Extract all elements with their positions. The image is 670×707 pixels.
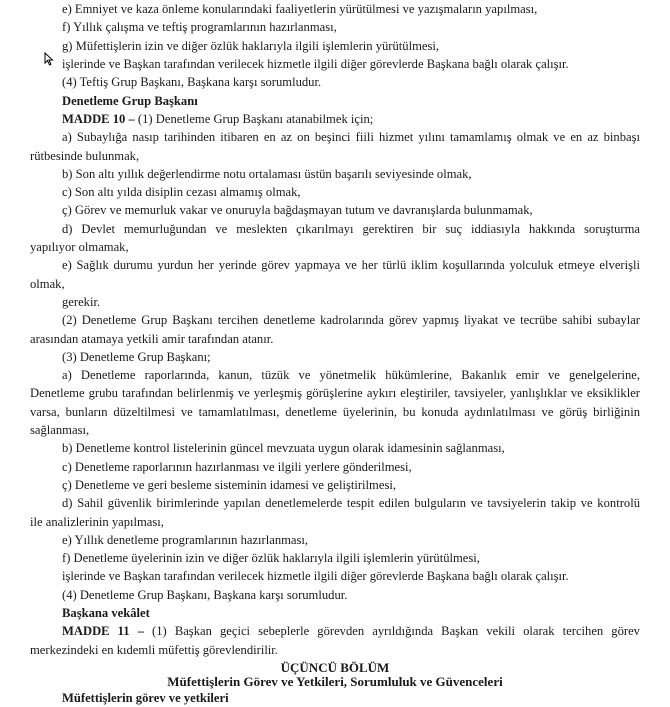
text-line: f) Yıllık çalışma ve teftiş programlarının hazırlanması,	[62, 20, 337, 34]
text-line: rütbesinde bulunmak,	[30, 149, 140, 163]
text-line: işlerinde ve Başkan tarafından verilecek hizmetle ilgili diğer görevlerde Başkana bağlı olarak çalışır.	[62, 569, 569, 583]
article-number: MADDE 11 –	[62, 624, 144, 638]
text-line: c) Son altı yılda disiplin cezası almamış olmak,	[62, 185, 301, 199]
text-line: varsa, bunların düzeltilmesi ve tamamlatılması, denetleme üyelerinin, bu konuda aydınlatılması ve görüş birliğinin	[30, 405, 640, 419]
text-line: d) Sahil güvenlik birimlerinde yapılan denetlemelerde tespit edilen bulguların ve tavsiyelerin takip ve kontrolü	[62, 496, 640, 510]
article-text: (1) Başkan geçici sebeplerle görevden ayrıldığında Başkan vekili olarak tercihen görev	[152, 624, 640, 638]
section-heading: Denetleme Grup Başkanı	[62, 94, 198, 108]
text-line: d) Devlet memurluğundan ve meslekten çıkarılmayı gerektiren bir suç iddiasıyla hakkında soruşturma	[62, 222, 640, 236]
text-line: b) Denetleme kontrol listelerinin güncel mevzuata uygun olarak idamesinin sağlanması,	[62, 441, 505, 455]
article-text: (1) Denetleme Grup Başkanı atanabilmek için;	[137, 112, 374, 126]
section-heading: Müfettişlerin görev ve yetkileri	[62, 691, 229, 705]
text-line: (2) Denetleme Grup Başkanı tercihen denetleme kadrolarında görev yapmış liyakat ve tecrübe sahibi subaylar	[62, 313, 640, 327]
text-line: g) Müfettişlerin izin ve diğer özlük haklarıyla ilgili işlemlerin yürütülmesi,	[62, 39, 440, 53]
text-line: olmak,	[30, 277, 65, 291]
text-line: a) Subaylığa nasıp tarihinden itibaren en az on beşinci fiili hizmet yılını tamamlamış olmak ve en az binbaşı	[62, 130, 640, 144]
chapter-subtitle: Müfettişlerin Görev ve Yetkileri, Sorumluluk ve Güvenceleri	[167, 675, 503, 689]
text-line: merkezindeki en kıdemli müfettiş görevlendirilir.	[30, 643, 278, 657]
text-line: b) Son altı yıllık değerlendirme notu ortalaması üstün başarılı seviyesinde olmak,	[62, 167, 472, 181]
text-line: (4) Teftiş Grup Başkanı, Başkana karşı sorumludur.	[62, 75, 322, 89]
text-line: f) Denetleme üyelerinin izin ve diğer özlük haklarıyla ilgili işlemlerin yürütülmesi,	[62, 551, 480, 565]
text-line: (3) Denetleme Grup Başkanı;	[62, 350, 211, 364]
article-line	[62, 622, 640, 640]
text-line: c) Denetleme raporlarının hazırlanması ve ilgili yerlere gönderilmesi,	[62, 460, 412, 474]
text-line: ile analizlerinin yapılması,	[30, 515, 164, 529]
text-line: Denetleme grubu tarafından belirlenmiş ve yerleşmiş görüşlerine aykırı eleştiriler, tavsiyeler, yanlışlıklar ve eksiklikler	[30, 386, 640, 400]
mouse-cursor-icon	[44, 52, 54, 66]
text-line: ç) Denetleme ve geri besleme sisteminin idamesi ve geliştirilmesi,	[62, 478, 396, 492]
text-line: işlerinde ve Başkan tarafından verilecek hizmetle ilgili diğer görevlerde Başkana bağlı olarak çalışır.	[62, 57, 569, 71]
text-line: arasından atamaya yetkili amir tarafından atanır.	[30, 332, 274, 346]
text-line: (4) Denetleme Grup Başkanı, Başkana karşı sorumludur.	[62, 588, 348, 602]
text-line: a) Denetleme raporlarında, kanun, tüzük ve yönetmelik hükümlerine, Bakanlık emir ve genelgelerine,	[62, 368, 640, 382]
section-heading: Başkana vekâlet	[62, 606, 150, 620]
text-line: e) Emniyet ve kaza önleme konularındaki faaliyetlerin yürütülmesi ve yazışmaların yapılması,	[62, 2, 538, 16]
text-line: yapılıyor olmamak,	[30, 240, 129, 254]
text-line: sağlanması,	[30, 423, 90, 437]
text-line: e) Sağlık durumu yurdun her yerinde görev yapmaya ve her türlü iklim koşullarında yolculuk etmeye elverişli	[62, 258, 640, 272]
text-line: e) Yıllık denetleme programlarının hazırlanması,	[62, 533, 309, 547]
article-number: MADDE 10 –	[62, 112, 135, 126]
text-line: ç) Görev ve memurluk vakar ve onuruyla bağdaşmayan tutum ve davranışlarda bulunmamak,	[62, 203, 533, 217]
chapter-heading: ÜÇÜNCÜ BÖLÜM	[280, 660, 390, 675]
article-line	[62, 110, 373, 128]
text-line: gerekir.	[62, 295, 101, 309]
